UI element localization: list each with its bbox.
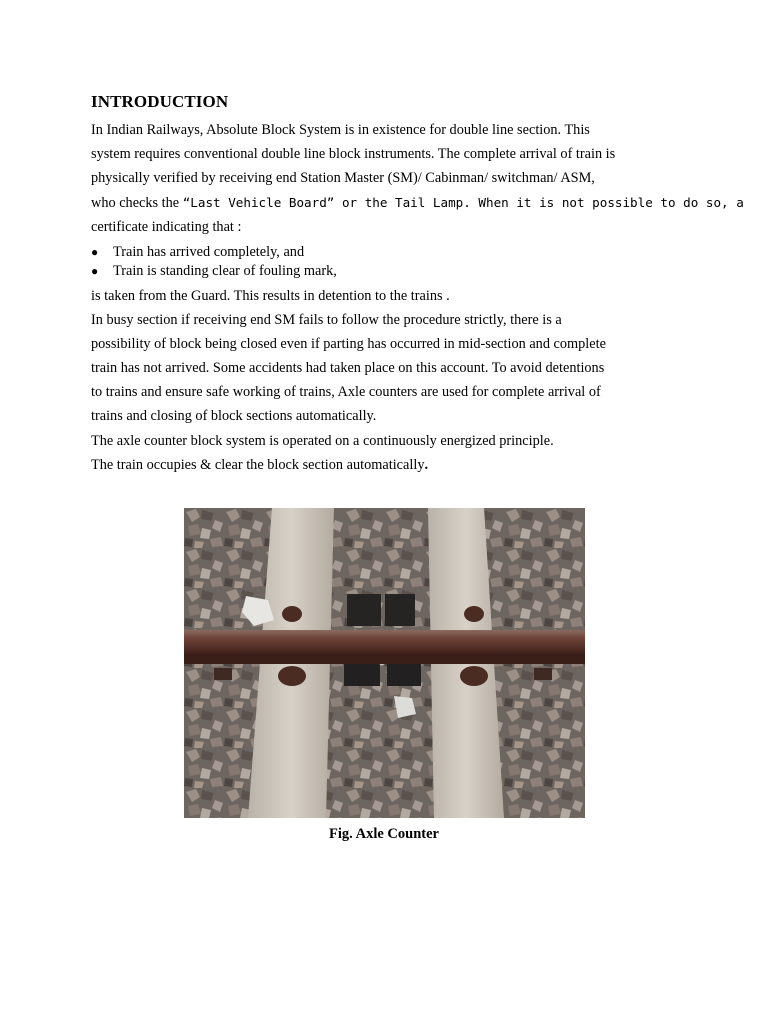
paragraph-line: to trains and ensure safe working of trains, Axle counters are used for complete arrival of [91,384,601,400]
bullet-text: Train is standing clear of fouling mark, [113,263,337,279]
figure-caption: Fig. Axle Counter [329,826,439,842]
paragraph-line [91,456,428,474]
paragraph-line: In Indian Railways, Absolute Block System is in existence for double line section. This [91,122,590,138]
paragraph-line-mixed-font [91,194,744,212]
paragraph-text: The train occupies & clear the block section automatically [91,457,425,473]
paragraph-line: The axle counter block system is operated on a continuously energized principle. [91,433,554,449]
paragraph-text: . [424,457,429,473]
paragraph-text: “Last Vehicle Board” or the Tail Lamp. When it is not possible to do so, a [182,195,744,210]
paragraph-line: physically verified by receiving end Station Master (SM)/ Cabinman/ switchman/ ASM, [91,170,595,186]
paragraph-line: certificate indicating that : [91,219,242,235]
paragraph-text: who checks the [91,195,183,211]
paragraph-line: possibility of block being closed even if parting has occurred in mid-section and complete [91,336,606,352]
paragraph-line: train has not arrived. Some accidents had taken place on this account. To avoid detentions [91,360,605,376]
bullet-icon: ● [91,245,99,259]
bullet-icon: ● [91,264,99,278]
paragraph-line: system requires conventional double line block instruments. The complete arrival of train is [91,146,616,162]
axle-counter-photo [184,508,585,818]
section-heading: INTRODUCTION [91,92,229,111]
paragraph-line: trains and closing of block sections automatically. [91,408,377,424]
paragraph-line: is taken from the Guard. This results in detention to the trains . [91,288,450,304]
paragraph-line: In busy section if receiving end SM fails to follow the procedure strictly, there is a [91,312,562,328]
bullet-text: Train has arrived completely, and [113,244,305,260]
